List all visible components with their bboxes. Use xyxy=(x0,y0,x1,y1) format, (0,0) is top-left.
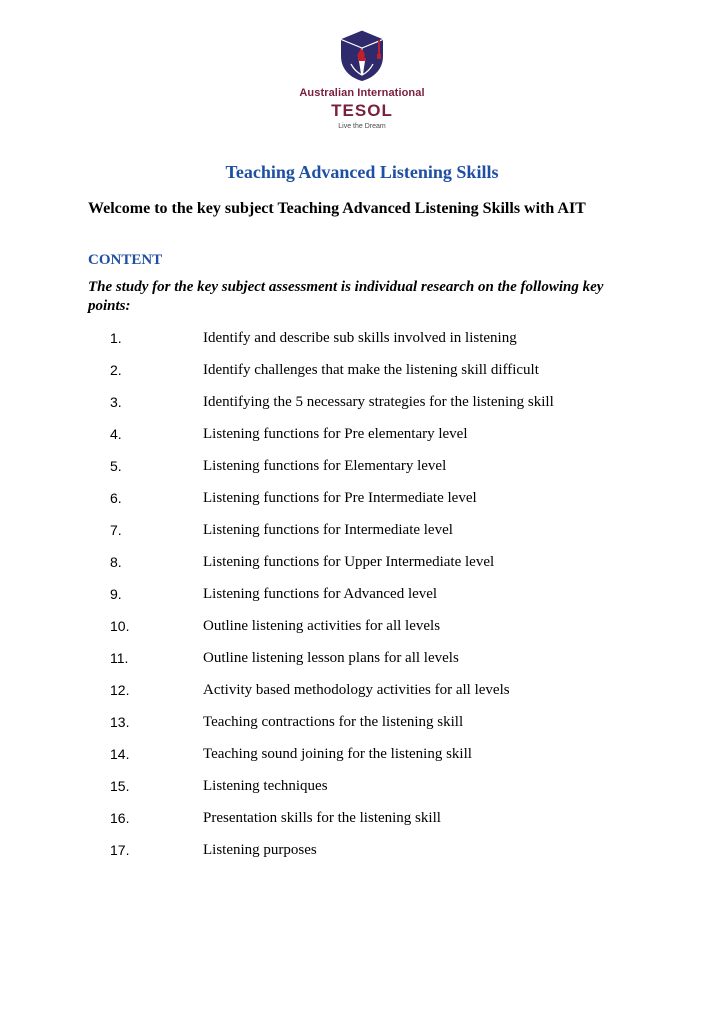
list-item xyxy=(0,520,724,552)
list-item xyxy=(0,712,724,744)
list-item xyxy=(0,744,724,776)
list-item xyxy=(0,552,724,584)
list-item-number: 17. xyxy=(110,842,130,858)
list-item xyxy=(0,584,724,616)
list-item xyxy=(0,648,724,680)
logo-name: Australian International xyxy=(299,87,425,99)
list-item-text: Outline listening activities for all levels xyxy=(203,618,441,634)
list-item-text: Listening functions for Upper Intermediate level xyxy=(203,554,495,570)
list-item-text: Identify challenges that make the listening skill difficult xyxy=(203,362,539,378)
list-item-text: Listening functions for Intermediate level xyxy=(203,522,453,538)
list-item-text: Listening purposes xyxy=(203,842,317,858)
list-item-text: Teaching sound joining for the listening skill xyxy=(203,746,472,762)
list-item-number: 15. xyxy=(110,778,130,794)
list-item-text: Identify and describe sub skills involved in listening xyxy=(203,330,517,346)
list-item-number: 6. xyxy=(110,490,122,506)
list-item-number: 1. xyxy=(110,330,122,346)
list-item xyxy=(0,424,724,456)
list-item-number: 5. xyxy=(110,458,122,474)
list-item xyxy=(0,488,724,520)
logo-tagline: Live the Dream xyxy=(338,123,386,130)
list-item-text: Outline listening lesson plans for all levels xyxy=(203,650,459,666)
list-item-text: Listening techniques xyxy=(203,778,328,794)
intro-text: The study for the key subject assessment is individual research on the following key points: xyxy=(88,279,604,314)
list-item xyxy=(0,776,724,808)
list-item-number: 9. xyxy=(110,586,122,602)
list-item xyxy=(0,392,724,424)
list-item-number: 13. xyxy=(110,714,130,730)
key-points-list xyxy=(0,328,724,872)
list-item-number: 14. xyxy=(110,746,130,762)
list-item-text: Identifying the 5 necessary strategies for the listening skill xyxy=(203,394,554,410)
content-heading: CONTENT xyxy=(88,252,163,268)
list-item-number: 8. xyxy=(110,554,122,570)
list-item-number: 2. xyxy=(110,362,122,378)
list-item-text: Teaching contractions for the listening skill xyxy=(203,714,464,730)
logo xyxy=(0,28,724,130)
list-item xyxy=(0,360,724,392)
list-item-number: 10. xyxy=(110,618,130,634)
shield-torch-icon xyxy=(339,28,385,82)
list-item-number: 12. xyxy=(110,682,130,698)
page-title: Teaching Advanced Listening Skills xyxy=(225,162,499,182)
list-item-number: 7. xyxy=(110,522,122,538)
list-item-number: 3. xyxy=(110,394,122,410)
welcome-heading: Welcome to the key subject Teaching Advanced Listening Skills with AIT xyxy=(88,200,586,217)
list-item-text: Listening functions for Elementary level xyxy=(203,458,447,474)
logo-tesol: TESOL xyxy=(331,101,393,120)
list-item xyxy=(0,680,724,712)
list-item-text: Activity based methodology activities for all levels xyxy=(203,682,510,698)
list-item xyxy=(0,840,724,872)
list-item-text: Listening functions for Pre elementary level xyxy=(203,426,468,442)
list-item-number: 16. xyxy=(110,810,130,826)
list-item xyxy=(0,616,724,648)
list-item xyxy=(0,328,724,360)
list-item-text: Listening functions for Pre Intermediate level xyxy=(203,490,477,506)
list-item-number: 11. xyxy=(110,650,129,666)
list-item-text: Listening functions for Advanced level xyxy=(203,586,438,602)
list-item xyxy=(0,456,724,488)
list-item xyxy=(0,808,724,840)
list-item-text: Presentation skills for the listening skill xyxy=(203,810,441,826)
list-item-number: 4. xyxy=(110,426,122,442)
